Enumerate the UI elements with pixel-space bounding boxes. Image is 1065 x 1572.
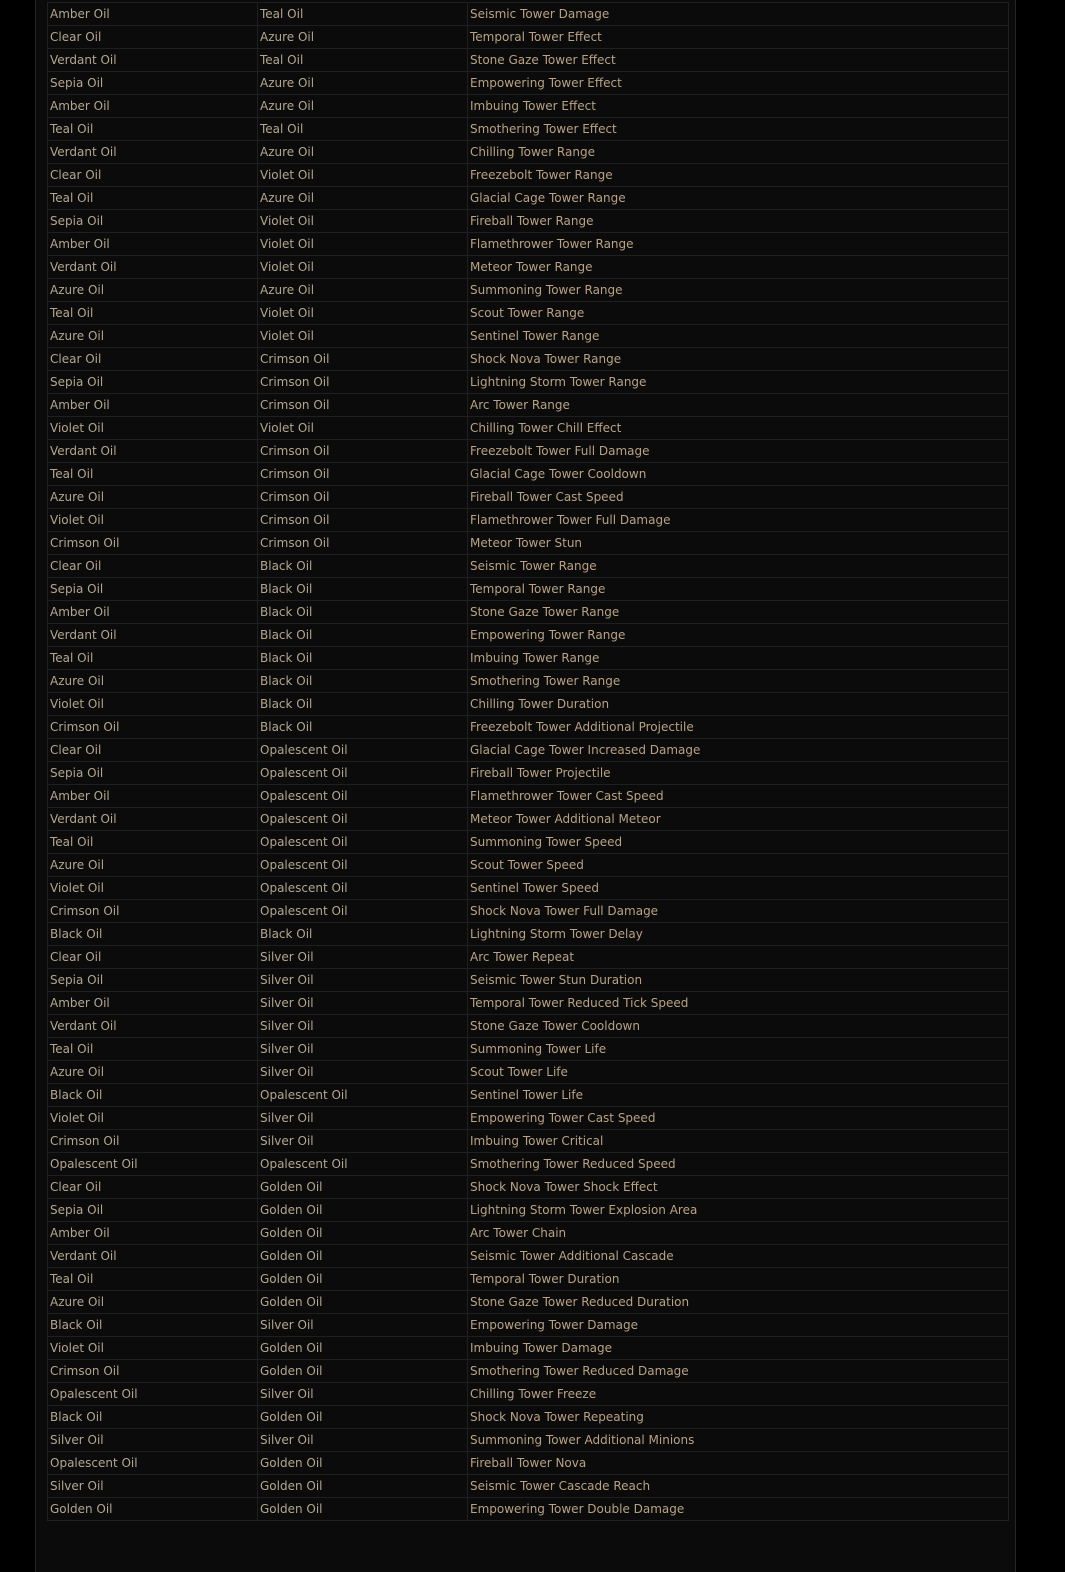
effect-cell: Meteor Tower Range (468, 256, 1009, 279)
effect-cell: Stone Gaze Tower Effect (468, 49, 1009, 72)
second-oil-cell: Silver Oil (258, 1038, 468, 1061)
table-row (48, 601, 1009, 624)
first-oil-cell: Teal Oil (48, 831, 258, 854)
first-oil-cell: Black Oil (48, 1406, 258, 1429)
second-oil-cell: Silver Oil (258, 992, 468, 1015)
second-oil-cell: Violet Oil (258, 325, 468, 348)
table-row (48, 509, 1009, 532)
table-row (48, 693, 1009, 716)
effect-cell: Lightning Storm Tower Delay (468, 923, 1009, 946)
table-row (48, 26, 1009, 49)
effect-cell: Flamethrower Tower Cast Speed (468, 785, 1009, 808)
first-oil-cell: Verdant Oil (48, 256, 258, 279)
second-oil-cell: Crimson Oil (258, 440, 468, 463)
table-row (48, 1245, 1009, 1268)
effect-cell: Temporal Tower Duration (468, 1268, 1009, 1291)
table-row (48, 555, 1009, 578)
effect-cell: Temporal Tower Reduced Tick Speed (468, 992, 1009, 1015)
effect-cell: Imbuing Tower Damage (468, 1337, 1009, 1360)
second-oil-cell: Azure Oil (258, 187, 468, 210)
second-oil-cell: Black Oil (258, 923, 468, 946)
second-oil-cell: Silver Oil (258, 1383, 468, 1406)
table-row (48, 1360, 1009, 1383)
first-oil-cell: Clear Oil (48, 555, 258, 578)
effect-cell: Seismic Tower Additional Cascade (468, 1245, 1009, 1268)
table-row (48, 1107, 1009, 1130)
second-oil-cell: Violet Oil (258, 233, 468, 256)
oil-recipe-table (47, 2, 1009, 1521)
second-oil-cell: Azure Oil (258, 26, 468, 49)
first-oil-cell: Amber Oil (48, 95, 258, 118)
first-oil-cell: Sepia Oil (48, 210, 258, 233)
second-oil-cell: Opalescent Oil (258, 1153, 468, 1176)
first-oil-cell: Violet Oil (48, 509, 258, 532)
first-oil-cell: Azure Oil (48, 670, 258, 693)
table-row (48, 1061, 1009, 1084)
first-oil-cell: Verdant Oil (48, 808, 258, 831)
table-row (48, 49, 1009, 72)
first-oil-cell: Azure Oil (48, 1291, 258, 1314)
second-oil-cell: Opalescent Oil (258, 831, 468, 854)
first-oil-cell: Amber Oil (48, 992, 258, 1015)
effect-cell: Lightning Storm Tower Explosion Area (468, 1199, 1009, 1222)
first-oil-cell: Opalescent Oil (48, 1452, 258, 1475)
first-oil-cell: Sepia Oil (48, 371, 258, 394)
table-row (48, 1337, 1009, 1360)
second-oil-cell: Opalescent Oil (258, 785, 468, 808)
second-oil-cell: Azure Oil (258, 141, 468, 164)
effect-cell: Fireball Tower Range (468, 210, 1009, 233)
effect-cell: Empowering Tower Range (468, 624, 1009, 647)
table-row (48, 486, 1009, 509)
second-oil-cell: Golden Oil (258, 1199, 468, 1222)
second-oil-cell: Golden Oil (258, 1360, 468, 1383)
first-oil-cell: Sepia Oil (48, 72, 258, 95)
second-oil-cell: Violet Oil (258, 302, 468, 325)
second-oil-cell: Silver Oil (258, 946, 468, 969)
table-row (48, 325, 1009, 348)
second-oil-cell: Opalescent Oil (258, 1084, 468, 1107)
effect-cell: Empowering Tower Effect (468, 72, 1009, 95)
first-oil-cell: Amber Oil (48, 3, 258, 26)
first-oil-cell: Teal Oil (48, 187, 258, 210)
table-row (48, 992, 1009, 1015)
first-oil-cell: Teal Oil (48, 1038, 258, 1061)
second-oil-cell: Opalescent Oil (258, 854, 468, 877)
effect-cell: Smothering Tower Effect (468, 118, 1009, 141)
first-oil-cell: Crimson Oil (48, 716, 258, 739)
table-row (48, 1222, 1009, 1245)
first-oil-cell: Clear Oil (48, 164, 258, 187)
effect-cell: Seismic Tower Damage (468, 3, 1009, 26)
second-oil-cell: Teal Oil (258, 118, 468, 141)
second-oil-cell: Teal Oil (258, 3, 468, 26)
effect-cell: Fireball Tower Nova (468, 1452, 1009, 1475)
first-oil-cell: Violet Oil (48, 1337, 258, 1360)
effect-cell: Stone Gaze Tower Reduced Duration (468, 1291, 1009, 1314)
effect-cell: Empowering Tower Damage (468, 1314, 1009, 1337)
oil-recipe-table-body (48, 3, 1009, 1521)
table-row (48, 716, 1009, 739)
first-oil-cell: Opalescent Oil (48, 1153, 258, 1176)
effect-cell: Glacial Cage Tower Cooldown (468, 463, 1009, 486)
effect-cell: Imbuing Tower Range (468, 647, 1009, 670)
first-oil-cell: Verdant Oil (48, 1245, 258, 1268)
first-oil-cell: Amber Oil (48, 785, 258, 808)
second-oil-cell: Black Oil (258, 693, 468, 716)
table-row (48, 3, 1009, 26)
effect-cell: Seismic Tower Cascade Reach (468, 1475, 1009, 1498)
table-row (48, 647, 1009, 670)
second-oil-cell: Azure Oil (258, 72, 468, 95)
effect-cell: Fireball Tower Projectile (468, 762, 1009, 785)
first-oil-cell: Teal Oil (48, 647, 258, 670)
table-row (48, 1452, 1009, 1475)
second-oil-cell: Silver Oil (258, 1314, 468, 1337)
second-oil-cell: Black Oil (258, 555, 468, 578)
first-oil-cell: Sepia Oil (48, 969, 258, 992)
second-oil-cell: Silver Oil (258, 1107, 468, 1130)
second-oil-cell: Golden Oil (258, 1337, 468, 1360)
second-oil-cell: Opalescent Oil (258, 877, 468, 900)
table-row (48, 394, 1009, 417)
effect-cell: Freezebolt Tower Full Damage (468, 440, 1009, 463)
second-oil-cell: Violet Oil (258, 256, 468, 279)
first-oil-cell: Amber Oil (48, 601, 258, 624)
first-oil-cell: Crimson Oil (48, 1360, 258, 1383)
second-oil-cell: Crimson Oil (258, 486, 468, 509)
first-oil-cell: Verdant Oil (48, 49, 258, 72)
first-oil-cell: Amber Oil (48, 394, 258, 417)
effect-cell: Smothering Tower Reduced Speed (468, 1153, 1009, 1176)
effect-cell: Temporal Tower Effect (468, 26, 1009, 49)
table-row (48, 877, 1009, 900)
first-oil-cell: Sepia Oil (48, 578, 258, 601)
first-oil-cell: Violet Oil (48, 1107, 258, 1130)
second-oil-cell: Golden Oil (258, 1268, 468, 1291)
table-row (48, 785, 1009, 808)
second-oil-cell: Black Oil (258, 601, 468, 624)
table-row (48, 1291, 1009, 1314)
effect-cell: Smothering Tower Reduced Damage (468, 1360, 1009, 1383)
second-oil-cell: Golden Oil (258, 1452, 468, 1475)
table-row (48, 1498, 1009, 1521)
table-row (48, 831, 1009, 854)
first-oil-cell: Crimson Oil (48, 532, 258, 555)
first-oil-cell: Teal Oil (48, 302, 258, 325)
effect-cell: Stone Gaze Tower Range (468, 601, 1009, 624)
effect-cell: Temporal Tower Range (468, 578, 1009, 601)
second-oil-cell: Golden Oil (258, 1406, 468, 1429)
first-oil-cell: Azure Oil (48, 486, 258, 509)
second-oil-cell: Silver Oil (258, 969, 468, 992)
effect-cell: Seismic Tower Stun Duration (468, 969, 1009, 992)
first-oil-cell: Silver Oil (48, 1429, 258, 1452)
second-oil-cell: Violet Oil (258, 164, 468, 187)
effect-cell: Sentinel Tower Life (468, 1084, 1009, 1107)
first-oil-cell: Amber Oil (48, 1222, 258, 1245)
effect-cell: Scout Tower Speed (468, 854, 1009, 877)
effect-cell: Lightning Storm Tower Range (468, 371, 1009, 394)
second-oil-cell: Golden Oil (258, 1222, 468, 1245)
effect-cell: Imbuing Tower Critical (468, 1130, 1009, 1153)
table-row (48, 279, 1009, 302)
second-oil-cell: Violet Oil (258, 210, 468, 233)
table-row (48, 1153, 1009, 1176)
effect-cell: Freezebolt Tower Additional Projectile (468, 716, 1009, 739)
table-row (48, 1268, 1009, 1291)
effect-cell: Summoning Tower Life (468, 1038, 1009, 1061)
effect-cell: Smothering Tower Range (468, 670, 1009, 693)
table-row (48, 164, 1009, 187)
first-oil-cell: Golden Oil (48, 1498, 258, 1521)
first-oil-cell: Amber Oil (48, 233, 258, 256)
second-oil-cell: Black Oil (258, 716, 468, 739)
effect-cell: Flamethrower Tower Full Damage (468, 509, 1009, 532)
first-oil-cell: Azure Oil (48, 279, 258, 302)
table-row (48, 1015, 1009, 1038)
second-oil-cell: Teal Oil (258, 49, 468, 72)
first-oil-cell: Verdant Oil (48, 440, 258, 463)
effect-cell: Empowering Tower Double Damage (468, 1498, 1009, 1521)
effect-cell: Freezebolt Tower Range (468, 164, 1009, 187)
effect-cell: Imbuing Tower Effect (468, 95, 1009, 118)
table-row (48, 1475, 1009, 1498)
first-oil-cell: Sepia Oil (48, 1199, 258, 1222)
table-row (48, 371, 1009, 394)
second-oil-cell: Opalescent Oil (258, 739, 468, 762)
effect-cell: Fireball Tower Cast Speed (468, 486, 1009, 509)
second-oil-cell: Crimson Oil (258, 509, 468, 532)
table-row (48, 1038, 1009, 1061)
table-row (48, 578, 1009, 601)
first-oil-cell: Teal Oil (48, 463, 258, 486)
effect-cell: Arc Tower Range (468, 394, 1009, 417)
second-oil-cell: Azure Oil (258, 95, 468, 118)
content-panel (35, 0, 1016, 1572)
table-row (48, 670, 1009, 693)
second-oil-cell: Silver Oil (258, 1130, 468, 1153)
second-oil-cell: Crimson Oil (258, 371, 468, 394)
first-oil-cell: Teal Oil (48, 1268, 258, 1291)
effect-cell: Scout Tower Range (468, 302, 1009, 325)
table-row (48, 808, 1009, 831)
second-oil-cell: Crimson Oil (258, 532, 468, 555)
first-oil-cell: Clear Oil (48, 739, 258, 762)
table-row (48, 969, 1009, 992)
table-row (48, 440, 1009, 463)
effect-cell: Chilling Tower Range (468, 141, 1009, 164)
effect-cell: Shock Nova Tower Range (468, 348, 1009, 371)
table-row (48, 762, 1009, 785)
table-row (48, 118, 1009, 141)
second-oil-cell: Golden Oil (258, 1291, 468, 1314)
first-oil-cell: Sepia Oil (48, 762, 258, 785)
table-row (48, 946, 1009, 969)
second-oil-cell: Golden Oil (258, 1498, 468, 1521)
second-oil-cell: Azure Oil (258, 279, 468, 302)
effect-cell: Flamethrower Tower Range (468, 233, 1009, 256)
effect-cell: Scout Tower Life (468, 1061, 1009, 1084)
table-row (48, 1406, 1009, 1429)
second-oil-cell: Golden Oil (258, 1176, 468, 1199)
first-oil-cell: Azure Oil (48, 325, 258, 348)
first-oil-cell: Black Oil (48, 923, 258, 946)
effect-cell: Sentinel Tower Speed (468, 877, 1009, 900)
table-row (48, 1383, 1009, 1406)
first-oil-cell: Violet Oil (48, 417, 258, 440)
effect-cell: Summoning Tower Additional Minions (468, 1429, 1009, 1452)
second-oil-cell: Silver Oil (258, 1061, 468, 1084)
table-row (48, 348, 1009, 371)
second-oil-cell: Black Oil (258, 578, 468, 601)
first-oil-cell: Violet Oil (48, 877, 258, 900)
second-oil-cell: Opalescent Oil (258, 808, 468, 831)
first-oil-cell: Black Oil (48, 1314, 258, 1337)
table-row (48, 417, 1009, 440)
first-oil-cell: Verdant Oil (48, 624, 258, 647)
first-oil-cell: Black Oil (48, 1084, 258, 1107)
table-row (48, 1176, 1009, 1199)
first-oil-cell: Teal Oil (48, 118, 258, 141)
table-row (48, 1084, 1009, 1107)
effect-cell: Seismic Tower Range (468, 555, 1009, 578)
effect-cell: Glacial Cage Tower Range (468, 187, 1009, 210)
effect-cell: Meteor Tower Additional Meteor (468, 808, 1009, 831)
table-row (48, 1130, 1009, 1153)
first-oil-cell: Violet Oil (48, 693, 258, 716)
table-row (48, 141, 1009, 164)
first-oil-cell: Verdant Oil (48, 1015, 258, 1038)
effect-cell: Glacial Cage Tower Increased Damage (468, 739, 1009, 762)
second-oil-cell: Silver Oil (258, 1429, 468, 1452)
effect-cell: Summoning Tower Range (468, 279, 1009, 302)
table-row (48, 1199, 1009, 1222)
effect-cell: Chilling Tower Freeze (468, 1383, 1009, 1406)
second-oil-cell: Opalescent Oil (258, 900, 468, 923)
effect-cell: Shock Nova Tower Repeating (468, 1406, 1009, 1429)
table-row (48, 739, 1009, 762)
effect-cell: Chilling Tower Chill Effect (468, 417, 1009, 440)
effect-cell: Arc Tower Repeat (468, 946, 1009, 969)
second-oil-cell: Crimson Oil (258, 463, 468, 486)
effect-cell: Chilling Tower Duration (468, 693, 1009, 716)
table-row (48, 95, 1009, 118)
first-oil-cell: Clear Oil (48, 946, 258, 969)
table-row (48, 302, 1009, 325)
table-row (48, 900, 1009, 923)
first-oil-cell: Azure Oil (48, 1061, 258, 1084)
first-oil-cell: Clear Oil (48, 26, 258, 49)
effect-cell: Empowering Tower Cast Speed (468, 1107, 1009, 1130)
effect-cell: Stone Gaze Tower Cooldown (468, 1015, 1009, 1038)
second-oil-cell: Golden Oil (258, 1245, 468, 1268)
table-row (48, 256, 1009, 279)
effect-cell: Meteor Tower Stun (468, 532, 1009, 555)
table-row (48, 187, 1009, 210)
table-row (48, 854, 1009, 877)
table-row (48, 624, 1009, 647)
first-oil-cell: Azure Oil (48, 854, 258, 877)
first-oil-cell: Opalescent Oil (48, 1383, 258, 1406)
second-oil-cell: Violet Oil (258, 417, 468, 440)
effect-cell: Shock Nova Tower Shock Effect (468, 1176, 1009, 1199)
second-oil-cell: Crimson Oil (258, 394, 468, 417)
first-oil-cell: Clear Oil (48, 348, 258, 371)
table-row (48, 1314, 1009, 1337)
second-oil-cell: Golden Oil (258, 1475, 468, 1498)
second-oil-cell: Black Oil (258, 647, 468, 670)
first-oil-cell: Silver Oil (48, 1475, 258, 1498)
table-row (48, 532, 1009, 555)
table-row (48, 923, 1009, 946)
second-oil-cell: Opalescent Oil (258, 762, 468, 785)
table-row (48, 1429, 1009, 1452)
first-oil-cell: Crimson Oil (48, 900, 258, 923)
first-oil-cell: Verdant Oil (48, 141, 258, 164)
first-oil-cell: Clear Oil (48, 1176, 258, 1199)
second-oil-cell: Crimson Oil (258, 348, 468, 371)
effect-cell: Shock Nova Tower Full Damage (468, 900, 1009, 923)
second-oil-cell: Silver Oil (258, 1015, 468, 1038)
second-oil-cell: Black Oil (258, 624, 468, 647)
second-oil-cell: Black Oil (258, 670, 468, 693)
effect-cell: Arc Tower Chain (468, 1222, 1009, 1245)
effect-cell: Sentinel Tower Range (468, 325, 1009, 348)
table-row (48, 233, 1009, 256)
table-row (48, 72, 1009, 95)
effect-cell: Summoning Tower Speed (468, 831, 1009, 854)
table-row (48, 463, 1009, 486)
first-oil-cell: Crimson Oil (48, 1130, 258, 1153)
table-row (48, 210, 1009, 233)
